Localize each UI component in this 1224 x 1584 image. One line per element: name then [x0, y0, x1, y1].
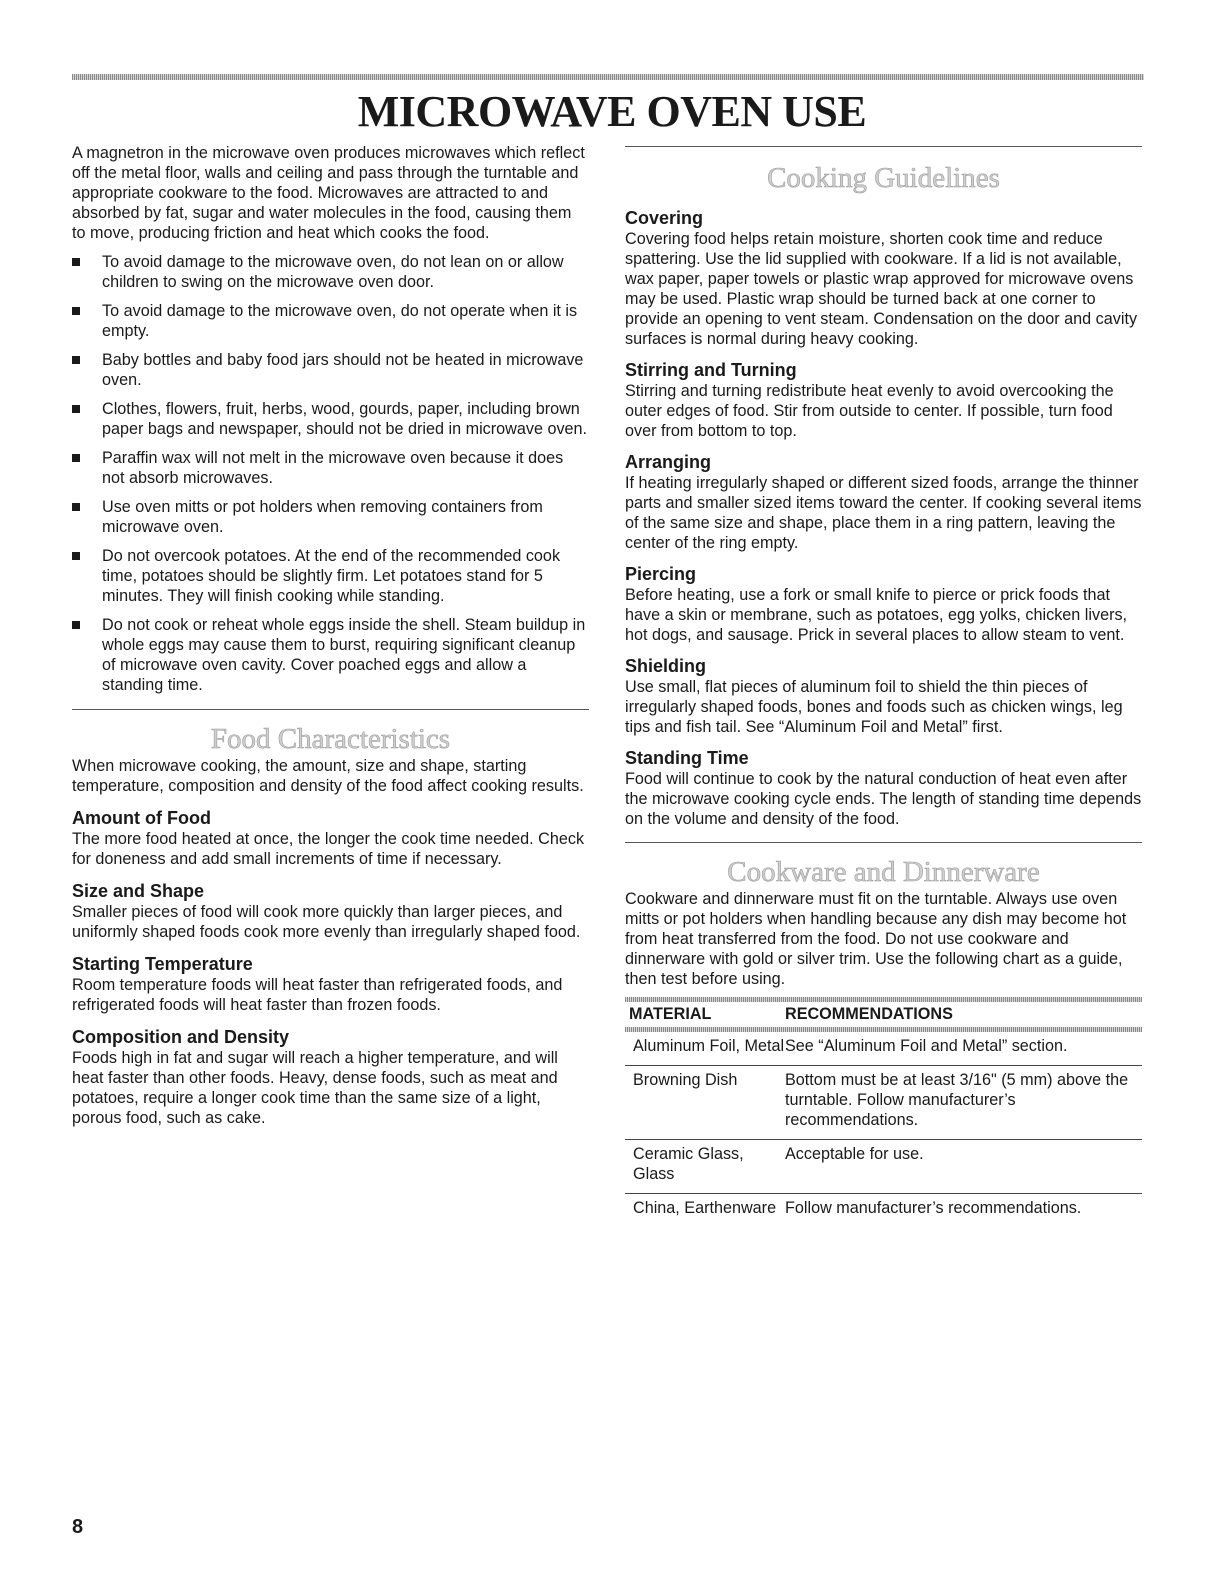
covering-text: Covering food helps retain moisture, shorten cook time and reduce spattering. Use the lid supplied with cookware. If a lid is not available, wax paper, paper towels or plastic wrap approved for microwave ovens may be used. Plastic wrap should be turned back at one corner to provide an opening to vent steam. Condensation on the door and cavity surfaces is normal during heavy cooking.	[625, 230, 1138, 348]
cookware-table	[625, 997, 1142, 1227]
food-characteristics-title: Food Characteristics	[210, 723, 451, 755]
material-cell: China, Earthenware	[633, 1199, 777, 1217]
amount-of-food-text: The more food heated at once, the longer the cook time needed. Check for doneness and add small increments of time if necessary.	[72, 830, 585, 868]
size-and-shape-text: Smaller pieces of food will cook more quickly than larger pieces, and uniformly shaped foods cook more evenly than irregularly shaped food.	[72, 903, 581, 941]
cooking-guidelines-title: Cooking Guidelines	[767, 162, 1000, 194]
intro-paragraph: A magnetron in the microwave oven produces microwaves which reflect off the metal floor, walls and ceiling and pass through the turntable and appropriate cookware to the food. Microwaves are attracted to and absorbed by fat, sugar and water molecules in the food, causing them to move, producing friction and heat which cooks the food.	[72, 144, 585, 242]
starting-temperature-text: Room temperature foods will heat faster than refrigerated foods, and refrigerated foods will heat faster than frozen foods.	[72, 976, 563, 1014]
section-divider	[72, 709, 589, 710]
bullet-item: To avoid damage to the microwave oven, do not lean on or allow children to swing on the microwave oven door.	[72, 252, 589, 292]
safety-bullet-list	[72, 252, 589, 695]
square-bullet-icon	[72, 621, 80, 629]
table-row	[625, 1032, 1142, 1066]
composition-density-heading: Composition and Density	[72, 1027, 290, 1047]
cookware-dinnerware-title: Cookware and Dinnerware	[727, 856, 1040, 888]
recommendation-cell: See “Aluminum Foil and Metal” section.	[785, 1037, 1068, 1055]
shielding-text: Use small, flat pieces of aluminum foil to shield the thin pieces of irregularly shaped foods, bones and foods such as chicken wings, leg tips and fish tail. See “Aluminum Foil and Metal” first.	[625, 678, 1123, 736]
square-bullet-icon	[72, 503, 80, 511]
starting-temperature-heading: Starting Temperature	[72, 954, 253, 974]
stirring-turning-heading: Stirring and Turning	[625, 360, 797, 380]
stirring-turning-text: Stirring and turning redistribute heat evenly to avoid overcooking the outer edges of food. Stir from outside to center. If possible, turn food over from bottom to top.	[625, 382, 1114, 440]
right-column	[625, 143, 1142, 1227]
square-bullet-icon	[72, 258, 80, 266]
cookware-intro: Cookware and dinnerware must fit on the turntable. Always use oven mitts or pot holders when handling because any dish may become hot from heat transferred from the food. Do not use cookware and dinnerware with gold or silver trim. Use the following chart as a guide, then test before using.	[625, 890, 1127, 988]
bullet-item: Clothes, flowers, fruit, herbs, wood, gourds, paper, including brown paper bags and newspaper, should not be dried in microwave oven.	[72, 399, 589, 439]
standing-time-heading: Standing Time	[625, 748, 749, 768]
amount-of-food-heading: Amount of Food	[72, 808, 211, 828]
table-header-row	[625, 1002, 1142, 1027]
shielding-heading: Shielding	[625, 656, 706, 676]
material-cell: Aluminum Foil, Metal	[633, 1037, 785, 1055]
square-bullet-icon	[72, 552, 80, 560]
bullet-item: Paraffin wax will not melt in the microwave oven because it does not absorb microwaves.	[72, 448, 589, 488]
page-number: 8	[72, 1516, 84, 1538]
square-bullet-icon	[72, 356, 80, 364]
recommendation-cell: Follow manufacturer’s recommendations.	[785, 1199, 1082, 1217]
arranging-text: If heating irregularly shaped or different sized foods, arrange the thinner parts and smaller sized items toward the center. If cooking several items of the same size and shape, place them in a ring pattern, leaving the center of the ring empty.	[625, 474, 1142, 552]
square-bullet-icon	[72, 454, 80, 462]
square-bullet-icon	[72, 405, 80, 413]
size-and-shape-heading: Size and Shape	[72, 881, 205, 901]
bullet-item: To avoid damage to the microwave oven, do not operate when it is empty.	[72, 301, 589, 341]
bullet-item: Do not cook or reheat whole eggs inside the shell. Steam buildup in whole eggs may cause them to burst, requiring significant cleanup of microwave oven cavity. Cover poached eggs and allow a standing time.	[72, 615, 589, 695]
recommendation-cell: Bottom must be at least 3/16" (5 mm) above the turntable. Follow manufacturer’s recommendations.	[785, 1071, 1129, 1129]
piercing-text: Before heating, use a fork or small knife to pierce or prick foods that have a skin or membrane, such as potatoes, egg yolks, chicken livers, hot dogs, and sausage. Prick in several places to allow steam to vent.	[625, 586, 1128, 644]
material-cell: Browning Dish	[633, 1071, 738, 1089]
arranging-heading: Arranging	[625, 452, 712, 472]
standing-time-text: Food will continue to cook by the natural conduction of heat even after the microwave cooking cycle ends. The length of standing time depends on the volume and density of the food.	[625, 770, 1142, 828]
table-row	[625, 1140, 1142, 1194]
covering-heading: Covering	[625, 208, 704, 228]
food-characteristics-intro: When microwave cooking, the amount, size and shape, starting temperature, composition and density of the food affect cooking results.	[72, 757, 584, 795]
column-header-recommendations: RECOMMENDATIONS	[785, 1005, 953, 1023]
page-title: MICROWAVE OVEN USE	[357, 87, 867, 136]
bullet-item: Do not overcook potatoes. At the end of the recommended cook time, potatoes should be slightly firm. Let potatoes stand for 5 minutes. They will finish cooking while standing.	[72, 546, 589, 606]
piercing-heading: Piercing	[625, 564, 697, 584]
top-rule	[72, 74, 1144, 80]
left-column	[72, 143, 589, 1128]
table-row	[625, 1194, 1142, 1227]
table-row	[625, 1066, 1142, 1140]
composition-density-text: Foods high in fat and sugar will reach a higher temperature, and will heat faster than other foods. Heavy, dense foods, such as meat and potatoes, require a longer cook time than the same size of a light, porous food, such as cake.	[72, 1049, 558, 1127]
section-divider	[625, 842, 1142, 843]
material-cell: Ceramic Glass, Glass	[633, 1145, 744, 1183]
column-header-material: MATERIAL	[629, 1005, 712, 1023]
recommendation-cell: Acceptable for use.	[785, 1145, 924, 1163]
section-divider	[625, 146, 1142, 147]
bullet-item: Baby bottles and baby food jars should not be heated in microwave oven.	[72, 350, 589, 390]
square-bullet-icon	[72, 307, 80, 315]
bullet-item: Use oven mitts or pot holders when removing containers from microwave oven.	[72, 497, 589, 537]
